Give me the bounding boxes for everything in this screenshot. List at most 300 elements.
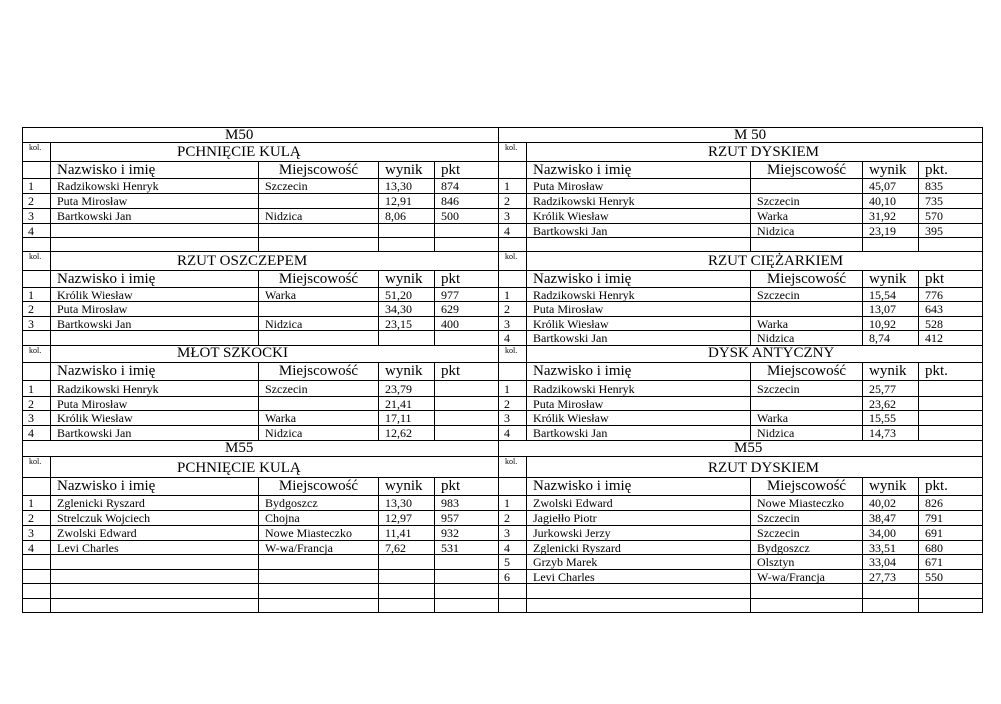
- event-title: MŁOT SZKOCKI: [51, 346, 499, 363]
- rank-cell: 4: [23, 426, 51, 441]
- column-header-place: Miejscowość: [751, 162, 863, 179]
- result-cell: 13,30: [379, 496, 435, 511]
- points-cell: 500: [435, 209, 499, 224]
- kol-label: kol.: [23, 346, 51, 363]
- town-cell: [751, 179, 863, 194]
- town-cell: Szczecin: [751, 194, 863, 209]
- athlete-name-cell: Królik Wiesław: [527, 411, 751, 426]
- table-row: [23, 511, 983, 526]
- empty-cell: [863, 599, 919, 613]
- result-cell: 51,20: [379, 288, 435, 302]
- town-cell: [751, 302, 863, 317]
- empty-cell: [499, 584, 527, 599]
- rank-cell: 4: [499, 331, 527, 346]
- points-cell: 932: [435, 526, 499, 541]
- empty-cell: [23, 238, 51, 252]
- athlete-name-cell: Zwolski Edward: [51, 526, 259, 541]
- column-header-points: pkt.: [919, 478, 983, 496]
- column-header-result: wynik: [863, 363, 919, 381]
- empty-cell: [435, 238, 499, 252]
- column-header-row: [23, 271, 983, 288]
- rank-cell: 1: [499, 496, 527, 511]
- empty-cell: [499, 271, 527, 288]
- athlete-name-cell: Królik Wiesław: [51, 411, 259, 426]
- empty-cell: [751, 584, 863, 599]
- points-cell: [919, 426, 983, 441]
- empty-cell: [751, 599, 863, 613]
- category-label: M 50: [499, 128, 983, 143]
- town-cell: Szczecin: [751, 511, 863, 526]
- event-title-row: [23, 252, 983, 271]
- result-cell: 27,73: [863, 570, 919, 584]
- empty-cell: [51, 584, 259, 599]
- column-header-name: Nazwisko i imię: [51, 162, 259, 179]
- result-cell: 33,51: [863, 541, 919, 555]
- points-cell: [435, 426, 499, 441]
- empty-cell: [23, 162, 51, 179]
- points-cell: 977: [435, 288, 499, 302]
- rank-cell: 1: [23, 179, 51, 194]
- result-cell: 34,30: [379, 302, 435, 317]
- empty-cell: [23, 363, 51, 381]
- result-cell: 15,55: [863, 411, 919, 426]
- empty-row: [23, 599, 983, 613]
- column-header-name: Nazwisko i imię: [527, 363, 751, 381]
- rank-cell: 2: [23, 194, 51, 209]
- athlete-name-cell: Strelczuk Wojciech: [51, 511, 259, 526]
- rank-cell: 3: [23, 411, 51, 426]
- result-cell: 12,91: [379, 194, 435, 209]
- rank-cell: 2: [499, 302, 527, 317]
- kol-label: kol.: [23, 457, 51, 478]
- result-cell: 12,62: [379, 426, 435, 441]
- athlete-name-cell: Królik Wiesław: [527, 317, 751, 331]
- empty-cell: [259, 238, 379, 252]
- athlete-name-cell: Grzyb Marek: [527, 555, 751, 570]
- result-cell: 25,77: [863, 381, 919, 397]
- athlete-name-cell: Bartkowski Jan: [51, 209, 259, 224]
- town-cell: Nowe Miasteczko: [751, 496, 863, 511]
- column-header-name: Nazwisko i imię: [51, 363, 259, 381]
- town-cell: Nidzica: [259, 426, 379, 441]
- athlete-name-cell: Puta Mirosław: [527, 302, 751, 317]
- table-row: [23, 381, 983, 397]
- empty-cell: [435, 584, 499, 599]
- result-cell: 23,19: [863, 224, 919, 238]
- athlete-name-cell: Bartkowski Jan: [51, 317, 259, 331]
- town-cell: Warka: [259, 288, 379, 302]
- athlete-name-cell: Radzikowski Henryk: [527, 194, 751, 209]
- column-header-name: Nazwisko i imię: [527, 478, 751, 496]
- town-cell: [259, 224, 379, 238]
- town-cell: Warka: [751, 411, 863, 426]
- athlete-name-cell: Bartkowski Jan: [527, 331, 751, 346]
- town-cell: [259, 397, 379, 411]
- empty-cell: [379, 599, 435, 613]
- result-cell: 23,15: [379, 317, 435, 331]
- empty-cell: [919, 238, 983, 252]
- athlete-name-cell: Jurkowski Jerzy: [527, 526, 751, 541]
- event-title-row: [23, 143, 983, 162]
- column-header-place: Miejscowość: [259, 478, 379, 496]
- town-cell: Szczecin: [751, 288, 863, 302]
- athlete-name-cell: Levi Charles: [51, 541, 259, 555]
- empty-cell: [23, 599, 51, 613]
- empty-cell: [379, 584, 435, 599]
- empty-cell: [23, 584, 51, 599]
- athlete-name-cell: Królik Wiesław: [51, 288, 259, 302]
- athlete-name-cell: Radzikowski Henryk: [51, 179, 259, 194]
- empty-cell: [51, 238, 259, 252]
- empty-cell: [863, 584, 919, 599]
- empty-cell: [863, 238, 919, 252]
- empty-cell: [51, 331, 259, 346]
- rank-cell: 4: [23, 541, 51, 555]
- empty-row: [23, 584, 983, 599]
- column-header-points: pkt: [919, 271, 983, 288]
- athlete-name-cell: Puta Mirosław: [51, 302, 259, 317]
- column-header-name: Nazwisko i imię: [527, 162, 751, 179]
- result-cell: 31,92: [863, 209, 919, 224]
- column-header-name: Nazwisko i imię: [51, 478, 259, 496]
- column-header-row: [23, 162, 983, 179]
- empty-cell: [379, 555, 435, 570]
- points-cell: 412: [919, 331, 983, 346]
- points-cell: 735: [919, 194, 983, 209]
- town-cell: [259, 194, 379, 209]
- rank-cell: 3: [23, 317, 51, 331]
- event-title-row: [23, 457, 983, 478]
- column-header-points: pkt: [435, 363, 499, 381]
- athlete-name-cell: Bartkowski Jan: [51, 426, 259, 441]
- points-cell: 835: [919, 179, 983, 194]
- rank-cell: 1: [23, 381, 51, 397]
- table-row: [23, 570, 983, 584]
- rank-cell: 2: [23, 511, 51, 526]
- rank-cell: 4: [499, 541, 527, 555]
- table-row: [23, 526, 983, 541]
- town-cell: Szczecin: [751, 526, 863, 541]
- kol-label: kol.: [23, 143, 51, 162]
- empty-cell: [51, 599, 259, 613]
- points-cell: 643: [919, 302, 983, 317]
- empty-cell: [379, 570, 435, 584]
- table-row: [23, 541, 983, 555]
- town-cell: Nowe Miasteczko: [259, 526, 379, 541]
- empty-cell: [435, 599, 499, 613]
- points-cell: 691: [919, 526, 983, 541]
- town-cell: W-wa/Francja: [751, 570, 863, 584]
- table-row: [23, 302, 983, 317]
- empty-cell: [527, 584, 751, 599]
- kol-label: kol.: [23, 252, 51, 271]
- athlete-name-cell: Puta Mirosław: [527, 179, 751, 194]
- points-cell: 528: [919, 317, 983, 331]
- result-cell: 38,47: [863, 511, 919, 526]
- category-row: [23, 128, 983, 143]
- rank-cell: 3: [499, 317, 527, 331]
- event-title: RZUT DYSKIEM: [527, 143, 983, 162]
- rank-cell: 2: [499, 194, 527, 209]
- column-header-points: pkt.: [919, 363, 983, 381]
- empty-cell: [23, 271, 51, 288]
- town-cell: Nidzica: [751, 426, 863, 441]
- result-cell: 10,92: [863, 317, 919, 331]
- rank-cell: 2: [23, 302, 51, 317]
- points-cell: [919, 411, 983, 426]
- kol-label: kol.: [499, 252, 527, 271]
- athlete-name-cell: Puta Mirosław: [527, 397, 751, 411]
- athlete-name-cell: Bartkowski Jan: [527, 426, 751, 441]
- column-header-points: pkt: [435, 162, 499, 179]
- result-cell: 14,73: [863, 426, 919, 441]
- points-cell: 570: [919, 209, 983, 224]
- rank-cell: 2: [23, 397, 51, 411]
- category-label: M55: [23, 441, 499, 457]
- column-header-result: wynik: [379, 363, 435, 381]
- empty-cell: [919, 584, 983, 599]
- empty-cell: [259, 570, 379, 584]
- points-cell: 957: [435, 511, 499, 526]
- event-title: RZUT CIĘŻARKIEM: [527, 252, 983, 271]
- town-cell: Bydgoszcz: [751, 541, 863, 555]
- column-header-place: Miejscowość: [751, 478, 863, 496]
- rank-cell: 4: [499, 426, 527, 441]
- result-cell: 13,30: [379, 179, 435, 194]
- table-row: [23, 496, 983, 511]
- town-cell: Szczecin: [259, 381, 379, 397]
- points-cell: [435, 381, 499, 397]
- table-row: [23, 288, 983, 302]
- column-header-row: [23, 478, 983, 496]
- points-cell: 826: [919, 496, 983, 511]
- result-cell: 33,04: [863, 555, 919, 570]
- points-cell: [919, 397, 983, 411]
- points-cell: 983: [435, 496, 499, 511]
- empty-cell: [919, 599, 983, 613]
- points-cell: 874: [435, 179, 499, 194]
- table-row: [23, 209, 983, 224]
- column-header-place: Miejscowość: [259, 271, 379, 288]
- result-cell: 40,10: [863, 194, 919, 209]
- town-cell: Nidzica: [751, 331, 863, 346]
- empty-cell: [51, 570, 259, 584]
- result-cell: 34,00: [863, 526, 919, 541]
- result-cell: 12,97: [379, 511, 435, 526]
- result-cell: 11,41: [379, 526, 435, 541]
- result-cell: 21,41: [379, 397, 435, 411]
- column-header-row: [23, 363, 983, 381]
- empty-cell: [527, 599, 751, 613]
- rank-cell: 1: [499, 381, 527, 397]
- column-header-result: wynik: [379, 478, 435, 496]
- points-cell: [919, 381, 983, 397]
- town-cell: Nidzica: [259, 209, 379, 224]
- kol-label: kol.: [499, 346, 527, 363]
- athlete-name-cell: Puta Mirosław: [51, 397, 259, 411]
- column-header-place: Miejscowość: [259, 363, 379, 381]
- table-row: [23, 194, 983, 209]
- athlete-name-cell: [51, 224, 259, 238]
- athlete-name-cell: Królik Wiesław: [527, 209, 751, 224]
- column-header-result: wynik: [863, 271, 919, 288]
- empty-cell: [259, 599, 379, 613]
- result-cell: 23,79: [379, 381, 435, 397]
- kol-label: kol.: [499, 457, 527, 478]
- table-row: [23, 317, 983, 331]
- athlete-name-cell: Zwolski Edward: [527, 496, 751, 511]
- rank-cell: 1: [499, 288, 527, 302]
- town-cell: [259, 302, 379, 317]
- table-row: [23, 555, 983, 570]
- result-cell: 7,62: [379, 541, 435, 555]
- event-title: PCHNIĘCIE KULĄ: [51, 457, 499, 478]
- column-header-result: wynik: [863, 478, 919, 496]
- table-row: [23, 411, 983, 426]
- result-cell: 40,02: [863, 496, 919, 511]
- result-cell: 8,06: [379, 209, 435, 224]
- points-cell: [435, 397, 499, 411]
- empty-cell: [23, 331, 51, 346]
- column-header-points: pkt: [435, 478, 499, 496]
- town-cell: W-wa/Francja: [259, 541, 379, 555]
- result-cell: 15,54: [863, 288, 919, 302]
- athlete-name-cell: Levi Charles: [527, 570, 751, 584]
- empty-cell: [499, 363, 527, 381]
- town-cell: [751, 397, 863, 411]
- athlete-name-cell: Zglenicki Ryszard: [51, 496, 259, 511]
- column-header-points: pkt: [435, 271, 499, 288]
- column-header-result: wynik: [379, 162, 435, 179]
- column-header-name: Nazwisko i imię: [527, 271, 751, 288]
- rank-cell: 4: [23, 224, 51, 238]
- table-row: [23, 426, 983, 441]
- empty-cell: [527, 238, 751, 252]
- points-cell: 776: [919, 288, 983, 302]
- result-cell: 23,62: [863, 397, 919, 411]
- rank-cell: 3: [23, 209, 51, 224]
- result-cell: [379, 224, 435, 238]
- empty-cell: [259, 331, 379, 346]
- column-header-name: Nazwisko i imię: [51, 271, 259, 288]
- athlete-name-cell: Zglenicki Ryszard: [527, 541, 751, 555]
- event-title: DYSK ANTYCZNY: [527, 346, 983, 363]
- empty-cell: [499, 238, 527, 252]
- points-cell: 846: [435, 194, 499, 209]
- table-row: [23, 397, 983, 411]
- category-label: M50: [23, 128, 499, 143]
- rank-cell: 4: [499, 224, 527, 238]
- town-cell: Nidzica: [751, 224, 863, 238]
- town-cell: Warka: [751, 317, 863, 331]
- rank-cell: 2: [499, 397, 527, 411]
- points-cell: [435, 411, 499, 426]
- column-header-place: Miejscowość: [751, 271, 863, 288]
- empty-cell: [259, 555, 379, 570]
- town-cell: Bydgoszcz: [259, 496, 379, 511]
- town-cell: Warka: [259, 411, 379, 426]
- empty-cell: [51, 555, 259, 570]
- column-header-place: Miejscowość: [751, 363, 863, 381]
- event-title-row: [23, 346, 983, 363]
- empty-cell: [499, 162, 527, 179]
- empty-cell: [499, 478, 527, 496]
- points-cell: 791: [919, 511, 983, 526]
- empty-cell: [435, 331, 499, 346]
- town-cell: Olsztyn: [751, 555, 863, 570]
- column-header-result: wynik: [379, 271, 435, 288]
- column-header-result: wynik: [863, 162, 919, 179]
- result-cell: 17,11: [379, 411, 435, 426]
- points-cell: 531: [435, 541, 499, 555]
- rank-cell: 1: [23, 288, 51, 302]
- empty-row: [23, 238, 983, 252]
- town-cell: Szczecin: [751, 381, 863, 397]
- points-cell: 671: [919, 555, 983, 570]
- rank-cell: 3: [23, 526, 51, 541]
- rank-cell: 3: [499, 526, 527, 541]
- empty-cell: [435, 570, 499, 584]
- athlete-name-cell: Bartkowski Jan: [527, 224, 751, 238]
- points-cell: 629: [435, 302, 499, 317]
- athlete-name-cell: Radzikowski Henryk: [527, 288, 751, 302]
- empty-cell: [259, 584, 379, 599]
- empty-cell: [751, 238, 863, 252]
- column-header-place: Miejscowość: [259, 162, 379, 179]
- rank-cell: 3: [499, 209, 527, 224]
- empty-cell: [379, 238, 435, 252]
- column-header-points: pkt.: [919, 162, 983, 179]
- result-cell: 13,07: [863, 302, 919, 317]
- rank-cell: 3: [499, 411, 527, 426]
- event-title: RZUT OSZCZEPEM: [51, 252, 499, 271]
- rank-cell: 5: [499, 555, 527, 570]
- kol-label: kol.: [499, 143, 527, 162]
- result-cell: 8,74: [863, 331, 919, 346]
- rank-cell: 1: [23, 496, 51, 511]
- results-table: [22, 127, 983, 613]
- points-cell: [435, 224, 499, 238]
- town-cell: Nidzica: [259, 317, 379, 331]
- rank-cell: 2: [499, 511, 527, 526]
- empty-cell: [499, 599, 527, 613]
- athlete-name-cell: Radzikowski Henryk: [51, 381, 259, 397]
- athlete-name-cell: Puta Mirosław: [51, 194, 259, 209]
- table-row: [23, 224, 983, 238]
- empty-cell: [23, 478, 51, 496]
- event-title: RZUT DYSKIEM: [527, 457, 983, 478]
- town-cell: Warka: [751, 209, 863, 224]
- empty-cell: [435, 555, 499, 570]
- points-cell: 680: [919, 541, 983, 555]
- rank-cell: 6: [499, 570, 527, 584]
- table-row: [23, 179, 983, 194]
- empty-cell: [379, 331, 435, 346]
- table-row: [23, 331, 983, 346]
- points-cell: 550: [919, 570, 983, 584]
- town-cell: Chojna: [259, 511, 379, 526]
- result-cell: 45,07: [863, 179, 919, 194]
- town-cell: Szczecin: [259, 179, 379, 194]
- empty-cell: [23, 555, 51, 570]
- event-title: PCHNIĘCIE KULĄ: [51, 143, 499, 162]
- category-label: M55: [499, 441, 983, 457]
- athlete-name-cell: Radzikowski Henryk: [527, 381, 751, 397]
- athlete-name-cell: Jagiełło Piotr: [527, 511, 751, 526]
- rank-cell: 1: [499, 179, 527, 194]
- category-row: [23, 441, 983, 457]
- points-cell: 395: [919, 224, 983, 238]
